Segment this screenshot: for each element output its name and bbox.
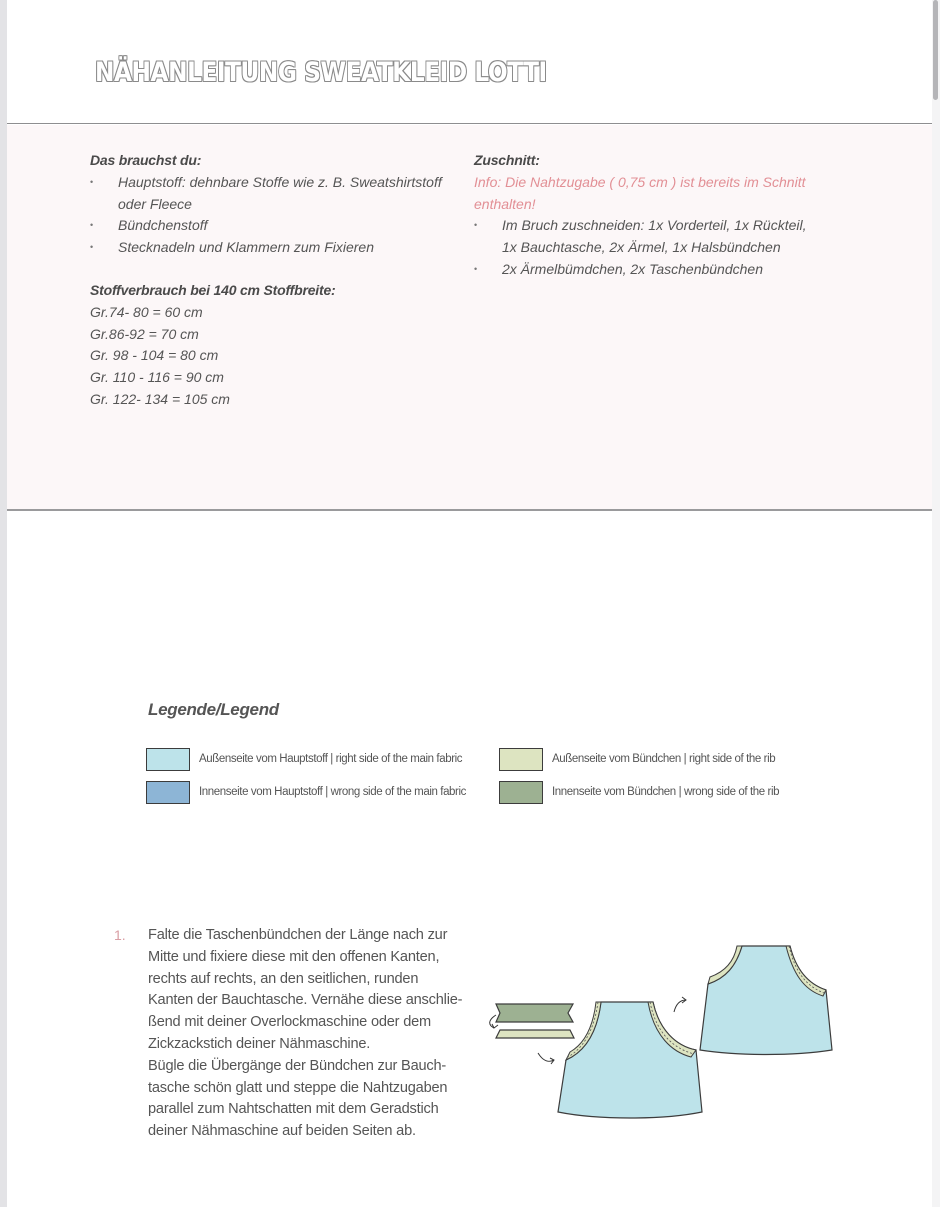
color-swatch-main-right [146, 748, 190, 771]
list-item: • Hauptstoff: dehnbare Stoffe wie z. B. Sweatshirtstoff oder Fleece [90, 172, 450, 216]
color-swatch-rib-wrong [499, 781, 543, 804]
pocket-illustration [478, 940, 850, 1130]
cutting-list [474, 215, 824, 280]
rib-strip-right [496, 1030, 574, 1038]
list-item: • 2x Ärmelbümdchen, 2x Taschenbündchen [474, 259, 824, 281]
legend-item-rib-wrong [499, 779, 779, 805]
front-pocket [558, 1002, 702, 1118]
page-header [7, 0, 932, 124]
consumption-line: Gr. 122- 134 = 105 cm [90, 390, 230, 407]
legend-item-rib-right [499, 746, 775, 772]
consumption-line: Gr. 110 - 116 = 90 cm [90, 369, 224, 386]
curved-arrow-icon [538, 1053, 554, 1061]
step-number: 1. [114, 927, 126, 943]
materials-column [90, 150, 450, 411]
list-item: • Im Bruch zuschneiden: 1x Vorderteil, 1x Rückteil, 1x Bauchtasche, 2x Ärmel, 1x Halsbündchen [474, 215, 824, 259]
seam-allowance-info: Info: Die Nahtzugabe ( 0,75 cm ) ist bereits im Schnitt enthalten! [474, 173, 806, 212]
legend-label: Außenseite vom Bündchen | right side of the rib [552, 753, 776, 765]
materials-list [90, 172, 450, 259]
list-item: • Stecknadeln und Klammern zum Fixieren [90, 237, 450, 259]
consumption-heading: Stoffverbrauch bei 140 cm Stoffbreite: [90, 281, 336, 298]
consumption-line: Gr.86-92 = 70 cm [90, 325, 199, 342]
legend-title: Legende/Legend [148, 700, 279, 719]
consumption-line: Gr. 98 - 104 = 80 cm [90, 347, 219, 364]
legend-label: Außenseite vom Hauptstoff | right side of the main fabric [199, 753, 463, 765]
legend-row-right-side [146, 746, 880, 774]
step-paragraph: Falte die Taschenbündchen der Länge nach zur Mitte und fixiere diese mit den offenen Kanten, rechts auf rechts, an den seitlichen, runden Kanten der Bauchtasche. Vernähe diese anschlie- ßend mit deiner Overlockmaschine oder dem Zickzackstich deiner Nähmaschine. Bügle die Übergänge der Bündchen zur Bauch- tasche schön glatt und steppe die Nahtzugaben parallel zum Nahtschatten mit dem Geradstich deiner Nähmaschine auf beiden Seiten ab. [148, 927, 463, 1140]
step-instructions [148, 925, 478, 1143]
scrollbar[interactable] [932, 0, 940, 1207]
cutting-heading: Zuschnitt: [474, 152, 540, 168]
rib-strip-wrong [496, 1004, 573, 1022]
consumption-line: Gr.74- 80 = 60 cm [90, 303, 203, 320]
legend-item-main-wrong [146, 779, 466, 805]
legend-row-wrong-side [146, 779, 880, 807]
back-pocket [700, 946, 832, 1055]
viewer-margin [0, 0, 7, 1207]
rib-strips [496, 1004, 574, 1038]
color-swatch-main-wrong [146, 781, 190, 804]
legend-item-main-right [146, 746, 462, 772]
cutting-column [474, 150, 824, 281]
legend-label: Innenseite vom Hauptstoff | wrong side of the main fabric [199, 786, 466, 798]
document-title: NÄHANLEITUNG SWEATKLEID LOTTI [95, 57, 547, 88]
scroll-thumb[interactable] [933, 0, 938, 100]
materials-heading: Das brauchst du: [90, 152, 202, 168]
color-swatch-rib-right [499, 748, 543, 771]
list-item: • Bündchenstoff [90, 215, 450, 237]
legend-label: Innenseite vom Bündchen | wrong side of the rib [552, 786, 780, 798]
